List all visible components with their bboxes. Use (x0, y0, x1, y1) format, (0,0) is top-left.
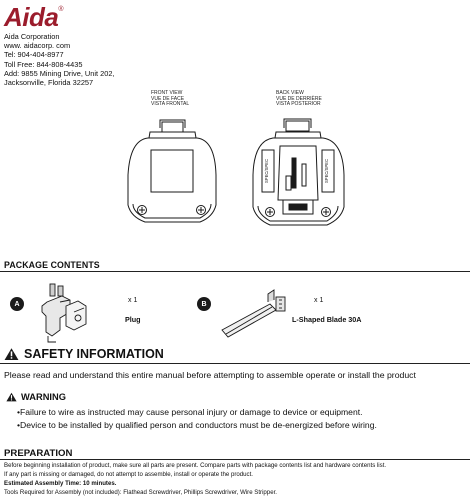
warning-small-icon (6, 392, 17, 402)
back-view-line-2: VUE DE DERRIÈRE (276, 95, 322, 102)
preparation-title: PREPARATION (4, 448, 73, 459)
company-address-1: Add: 9855 Mining Drive, Unit 202, (4, 68, 115, 78)
item-b-quantity: x 1 (314, 297, 324, 304)
assembly-time: Estimated Assembly Time: 10 minutes. (4, 480, 117, 487)
front-view-drawing (128, 120, 216, 222)
safety-intro-text: Please read and understand this entire manual before attempting to assemble operate or install the product (4, 370, 416, 380)
back-view-line-3: VISTA POSTERIOR (276, 101, 321, 108)
warning-bullet-1: •Failure to wire as instructed may cause personal injury or damage to device or equipment. (17, 407, 363, 417)
package-contents-rule (0, 271, 470, 272)
safety-title-text: SAFETY INFORMATION (24, 347, 164, 361)
registered-mark: ® (58, 6, 64, 13)
company-web: www. aidacorp. com (4, 41, 71, 51)
item-a-name: Plug (125, 315, 141, 324)
blade-illustration (222, 290, 285, 337)
front-view-line-2: VUE DE FACE (151, 95, 185, 102)
front-view-line-3: VISTA FRONTAL (151, 101, 190, 108)
item-b-name: L-Shaped Blade 30A (292, 315, 362, 324)
item-a-badge: A (10, 297, 24, 311)
company-name: Aida Corporation (4, 32, 60, 41)
logo-text: Aida (4, 2, 59, 32)
item-b-badge: B (197, 297, 211, 311)
package-contents-title: PACKAGE CONTENTS (4, 260, 100, 270)
back-view-line-1: BACK VIEW (276, 90, 304, 96)
safety-rule (0, 363, 470, 364)
back-right-spec-label: SPEC/SPEC (324, 159, 329, 183)
item-a-quantity: x 1 (128, 297, 138, 304)
company-address-2: Jacksonville, Florida 32257 (4, 78, 94, 88)
safety-information-title (4, 347, 164, 361)
back-left-spec-label: SPEC/SPEC (264, 159, 269, 183)
plug-illustration (42, 284, 86, 342)
warning-triangle-icon (4, 347, 19, 361)
warning-title-text: WARNING (21, 392, 66, 402)
preparation-rule (0, 459, 470, 460)
tools-required: Tools Required for Assembly (not included): Flathead Screwdriver, Phillips Screwdriver, Wire Stripper. (4, 489, 277, 496)
company-toll-free: Toll Free: 844-808-4435 (4, 59, 83, 69)
preparation-line-2: If any part is missing or damaged, do not attempt to assemble, install or operate the product. (4, 471, 253, 478)
warning-heading (6, 392, 66, 402)
front-view-line-1: FRONT VIEW (151, 90, 183, 96)
preparation-line-1: Before beginning installation of product, make sure all parts are present. Compare parts with package contents list and hardware contents list. (4, 462, 387, 469)
warning-bullet-2: •Device to be installed by qualified person and conductors must be de-energized before wiring. (17, 420, 377, 430)
company-tel: Tel: 904-404-8977 (4, 50, 64, 60)
